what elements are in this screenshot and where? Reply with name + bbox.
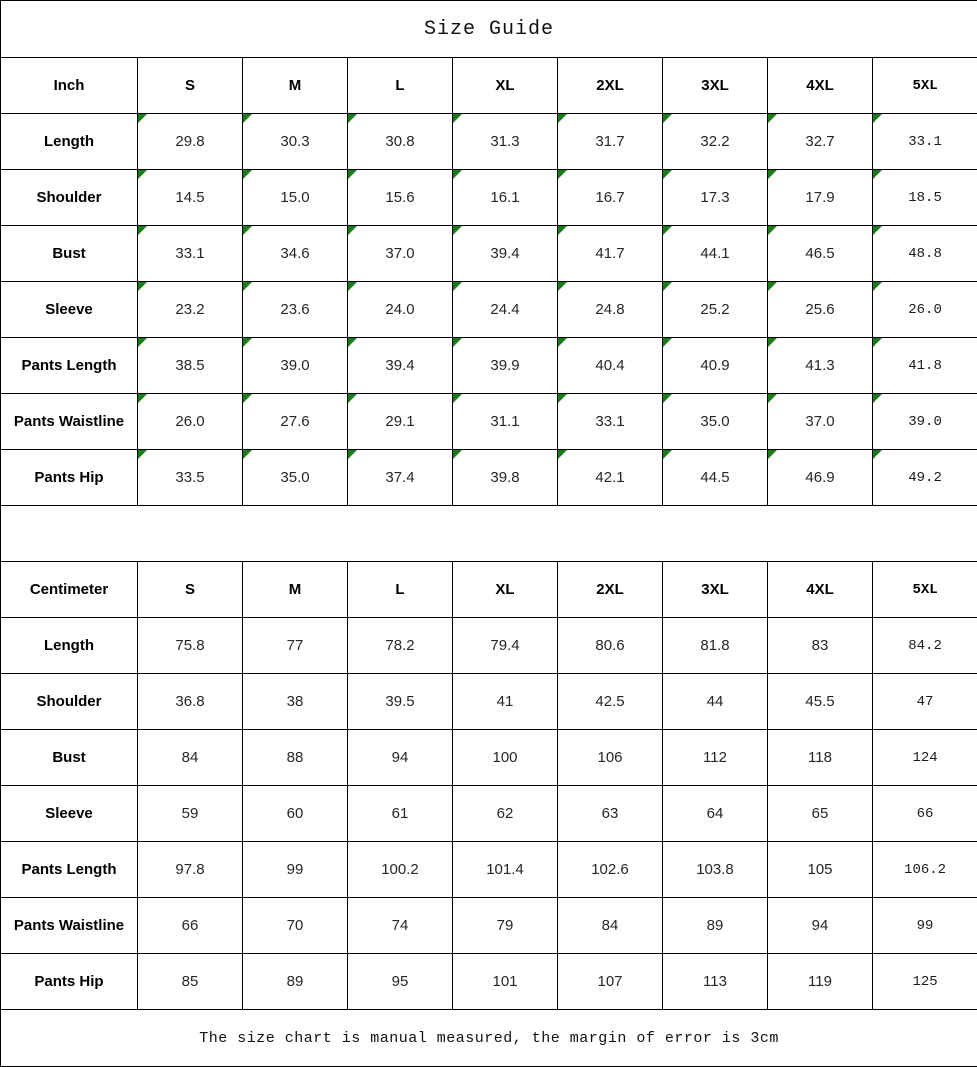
size-value-cell: 89 bbox=[243, 954, 348, 1010]
size-value-cell: 101 bbox=[453, 954, 558, 1010]
size-value-cell: 65 bbox=[768, 786, 873, 842]
green-corner-triangle-icon bbox=[138, 394, 147, 403]
size-value-cell: 95 bbox=[348, 954, 453, 1010]
row-label: Pants Hip bbox=[1, 954, 138, 1010]
green-corner-triangle-icon bbox=[558, 282, 567, 291]
size-value-cell: 38 bbox=[243, 674, 348, 730]
size-column-header: 5XL bbox=[873, 58, 977, 114]
size-column-header: L bbox=[348, 58, 453, 114]
size-column-header: 3XL bbox=[663, 562, 768, 618]
size-value-cell: 45.5 bbox=[768, 674, 873, 730]
size-value-cell: 60 bbox=[243, 786, 348, 842]
size-value-cell: 66 bbox=[873, 786, 977, 842]
size-value-cell: 33.5 bbox=[138, 450, 243, 506]
footer-row bbox=[1, 1010, 977, 1067]
size-value-cell: 113 bbox=[663, 954, 768, 1010]
size-value-cell: 41.8 bbox=[873, 338, 977, 394]
row-label: Bust bbox=[1, 226, 138, 282]
size-value-cell: 16.7 bbox=[558, 170, 663, 226]
size-value-cell: 84.2 bbox=[873, 618, 977, 674]
row-label: Pants Hip bbox=[1, 450, 138, 506]
size-value-cell: 14.5 bbox=[138, 170, 243, 226]
row-label: Sleeve bbox=[1, 786, 138, 842]
size-value-cell: 32.7 bbox=[768, 114, 873, 170]
header-row bbox=[1, 562, 977, 618]
size-value-cell: 15.0 bbox=[243, 170, 348, 226]
green-corner-triangle-icon bbox=[243, 226, 252, 235]
row-label: Pants Length bbox=[1, 842, 138, 898]
size-value-cell: 26.0 bbox=[873, 282, 977, 338]
unit-header: Inch bbox=[1, 58, 138, 114]
size-value-cell: 39.0 bbox=[243, 338, 348, 394]
green-corner-triangle-icon bbox=[558, 226, 567, 235]
size-value-cell: 80.6 bbox=[558, 618, 663, 674]
table-row bbox=[1, 394, 977, 450]
green-corner-triangle-icon bbox=[243, 338, 252, 347]
green-corner-triangle-icon bbox=[768, 338, 777, 347]
green-corner-triangle-icon bbox=[558, 170, 567, 179]
row-label: Pants Waistline bbox=[1, 394, 138, 450]
size-column-header: 3XL bbox=[663, 58, 768, 114]
size-value-cell: 81.8 bbox=[663, 618, 768, 674]
size-value-cell: 99 bbox=[873, 898, 977, 954]
green-corner-triangle-icon bbox=[873, 226, 882, 235]
table-row bbox=[1, 674, 977, 730]
green-corner-triangle-icon bbox=[873, 450, 882, 459]
title-row bbox=[1, 1, 977, 58]
green-corner-triangle-icon bbox=[663, 170, 672, 179]
size-value-cell: 33.1 bbox=[873, 114, 977, 170]
size-value-cell: 94 bbox=[348, 730, 453, 786]
size-value-cell: 24.8 bbox=[558, 282, 663, 338]
size-value-cell: 37.0 bbox=[768, 394, 873, 450]
green-corner-triangle-icon bbox=[768, 226, 777, 235]
green-corner-triangle-icon bbox=[138, 226, 147, 235]
size-value-cell: 85 bbox=[138, 954, 243, 1010]
size-value-cell: 35.0 bbox=[243, 450, 348, 506]
size-value-cell: 41.3 bbox=[768, 338, 873, 394]
green-corner-triangle-icon bbox=[348, 170, 357, 179]
size-value-cell: 30.3 bbox=[243, 114, 348, 170]
unit-header: Centimeter bbox=[1, 562, 138, 618]
green-corner-triangle-icon bbox=[663, 226, 672, 235]
size-value-cell: 59 bbox=[138, 786, 243, 842]
size-value-cell: 77 bbox=[243, 618, 348, 674]
table-row bbox=[1, 954, 977, 1010]
size-value-cell: 25.6 bbox=[768, 282, 873, 338]
row-label: Shoulder bbox=[1, 674, 138, 730]
green-corner-triangle-icon bbox=[138, 450, 147, 459]
size-value-cell: 84 bbox=[558, 898, 663, 954]
size-value-cell: 18.5 bbox=[873, 170, 977, 226]
size-value-cell: 46.5 bbox=[768, 226, 873, 282]
size-value-cell: 23.2 bbox=[138, 282, 243, 338]
size-value-cell: 88 bbox=[243, 730, 348, 786]
green-corner-triangle-icon bbox=[873, 170, 882, 179]
size-value-cell: 119 bbox=[768, 954, 873, 1010]
size-value-cell: 39.9 bbox=[453, 338, 558, 394]
green-corner-triangle-icon bbox=[768, 170, 777, 179]
green-corner-triangle-icon bbox=[243, 282, 252, 291]
green-corner-triangle-icon bbox=[348, 226, 357, 235]
green-corner-triangle-icon bbox=[453, 338, 462, 347]
size-value-cell: 106 bbox=[558, 730, 663, 786]
inch-size-table bbox=[1, 58, 977, 506]
row-label: Length bbox=[1, 618, 138, 674]
size-value-cell: 112 bbox=[663, 730, 768, 786]
green-corner-triangle-icon bbox=[558, 114, 567, 123]
size-column-header: L bbox=[348, 562, 453, 618]
table-row bbox=[1, 450, 977, 506]
green-corner-triangle-icon bbox=[768, 394, 777, 403]
green-corner-triangle-icon bbox=[453, 114, 462, 123]
table-row bbox=[1, 282, 977, 338]
size-value-cell: 64 bbox=[663, 786, 768, 842]
table-row bbox=[1, 618, 977, 674]
size-value-cell: 41.7 bbox=[558, 226, 663, 282]
size-column-header: 2XL bbox=[558, 58, 663, 114]
size-column-header: M bbox=[243, 58, 348, 114]
green-corner-triangle-icon bbox=[348, 394, 357, 403]
size-value-cell: 47 bbox=[873, 674, 977, 730]
size-column-header: 4XL bbox=[768, 58, 873, 114]
size-value-cell: 49.2 bbox=[873, 450, 977, 506]
size-value-cell: 24.0 bbox=[348, 282, 453, 338]
size-value-cell: 62 bbox=[453, 786, 558, 842]
size-value-cell: 29.8 bbox=[138, 114, 243, 170]
size-value-cell: 42.5 bbox=[558, 674, 663, 730]
size-value-cell: 44.5 bbox=[663, 450, 768, 506]
size-value-cell: 39.5 bbox=[348, 674, 453, 730]
size-value-cell: 39.8 bbox=[453, 450, 558, 506]
green-corner-triangle-icon bbox=[138, 170, 147, 179]
footer-note: The size chart is manual measured, the margin of error is 3cm bbox=[1, 1010, 977, 1067]
green-corner-triangle-icon bbox=[348, 338, 357, 347]
green-corner-triangle-icon bbox=[243, 394, 252, 403]
size-value-cell: 118 bbox=[768, 730, 873, 786]
size-value-cell: 35.0 bbox=[663, 394, 768, 450]
size-value-cell: 36.8 bbox=[138, 674, 243, 730]
green-corner-triangle-icon bbox=[243, 450, 252, 459]
size-value-cell: 78.2 bbox=[348, 618, 453, 674]
spacer-row bbox=[1, 506, 977, 562]
green-corner-triangle-icon bbox=[873, 338, 882, 347]
green-corner-triangle-icon bbox=[348, 282, 357, 291]
size-column-header: XL bbox=[453, 58, 558, 114]
row-label: Bust bbox=[1, 730, 138, 786]
green-corner-triangle-icon bbox=[138, 114, 147, 123]
size-value-cell: 17.3 bbox=[663, 170, 768, 226]
size-value-cell: 25.2 bbox=[663, 282, 768, 338]
size-value-cell: 42.1 bbox=[558, 450, 663, 506]
size-value-cell: 79.4 bbox=[453, 618, 558, 674]
size-value-cell: 33.1 bbox=[138, 226, 243, 282]
size-value-cell: 31.3 bbox=[453, 114, 558, 170]
row-label: Shoulder bbox=[1, 170, 138, 226]
size-value-cell: 39.4 bbox=[348, 338, 453, 394]
size-column-header: S bbox=[138, 58, 243, 114]
size-value-cell: 44.1 bbox=[663, 226, 768, 282]
green-corner-triangle-icon bbox=[348, 114, 357, 123]
table-row bbox=[1, 730, 977, 786]
green-corner-triangle-icon bbox=[453, 282, 462, 291]
size-value-cell: 34.6 bbox=[243, 226, 348, 282]
green-corner-triangle-icon bbox=[768, 282, 777, 291]
size-value-cell: 37.0 bbox=[348, 226, 453, 282]
size-value-cell: 24.4 bbox=[453, 282, 558, 338]
size-column-header: M bbox=[243, 562, 348, 618]
table-row bbox=[1, 842, 977, 898]
green-corner-triangle-icon bbox=[558, 394, 567, 403]
row-label: Sleeve bbox=[1, 282, 138, 338]
size-value-cell: 38.5 bbox=[138, 338, 243, 394]
size-value-cell: 105 bbox=[768, 842, 873, 898]
table-row bbox=[1, 786, 977, 842]
green-corner-triangle-icon bbox=[663, 394, 672, 403]
header-row bbox=[1, 58, 977, 114]
size-value-cell: 99 bbox=[243, 842, 348, 898]
size-value-cell: 101.4 bbox=[453, 842, 558, 898]
size-value-cell: 39.4 bbox=[453, 226, 558, 282]
table-row bbox=[1, 226, 977, 282]
size-value-cell: 107 bbox=[558, 954, 663, 1010]
size-value-cell: 31.7 bbox=[558, 114, 663, 170]
size-value-cell: 44 bbox=[663, 674, 768, 730]
green-corner-triangle-icon bbox=[243, 170, 252, 179]
table-row bbox=[1, 338, 977, 394]
page-title: Size Guide bbox=[1, 1, 977, 58]
size-value-cell: 31.1 bbox=[453, 394, 558, 450]
size-value-cell: 125 bbox=[873, 954, 977, 1010]
green-corner-triangle-icon bbox=[453, 226, 462, 235]
size-column-header: XL bbox=[453, 562, 558, 618]
size-value-cell: 70 bbox=[243, 898, 348, 954]
spacer-cell bbox=[1, 506, 977, 562]
size-value-cell: 100.2 bbox=[348, 842, 453, 898]
size-column-header: 4XL bbox=[768, 562, 873, 618]
size-value-cell: 97.8 bbox=[138, 842, 243, 898]
size-value-cell: 106.2 bbox=[873, 842, 977, 898]
size-value-cell: 100 bbox=[453, 730, 558, 786]
row-label: Pants Waistline bbox=[1, 898, 138, 954]
table-row bbox=[1, 898, 977, 954]
size-value-cell: 16.1 bbox=[453, 170, 558, 226]
size-value-cell: 41 bbox=[453, 674, 558, 730]
size-value-cell: 40.9 bbox=[663, 338, 768, 394]
size-value-cell: 15.6 bbox=[348, 170, 453, 226]
size-value-cell: 83 bbox=[768, 618, 873, 674]
size-value-cell: 26.0 bbox=[138, 394, 243, 450]
size-column-header: S bbox=[138, 562, 243, 618]
green-corner-triangle-icon bbox=[558, 450, 567, 459]
size-value-cell: 48.8 bbox=[873, 226, 977, 282]
green-corner-triangle-icon bbox=[453, 170, 462, 179]
green-corner-triangle-icon bbox=[873, 282, 882, 291]
green-corner-triangle-icon bbox=[138, 338, 147, 347]
size-value-cell: 39.0 bbox=[873, 394, 977, 450]
green-corner-triangle-icon bbox=[663, 338, 672, 347]
row-label: Length bbox=[1, 114, 138, 170]
table-row bbox=[1, 170, 977, 226]
size-value-cell: 32.2 bbox=[663, 114, 768, 170]
green-corner-triangle-icon bbox=[663, 450, 672, 459]
green-corner-triangle-icon bbox=[348, 450, 357, 459]
size-value-cell: 74 bbox=[348, 898, 453, 954]
centimeter-size-table bbox=[1, 562, 977, 1010]
size-column-header: 5XL bbox=[873, 562, 977, 618]
size-value-cell: 61 bbox=[348, 786, 453, 842]
size-value-cell: 30.8 bbox=[348, 114, 453, 170]
green-corner-triangle-icon bbox=[663, 282, 672, 291]
size-value-cell: 66 bbox=[138, 898, 243, 954]
size-column-header: 2XL bbox=[558, 562, 663, 618]
size-value-cell: 37.4 bbox=[348, 450, 453, 506]
size-value-cell: 124 bbox=[873, 730, 977, 786]
green-corner-triangle-icon bbox=[138, 282, 147, 291]
size-value-cell: 63 bbox=[558, 786, 663, 842]
green-corner-triangle-icon bbox=[768, 450, 777, 459]
row-label: Pants Length bbox=[1, 338, 138, 394]
size-value-cell: 46.9 bbox=[768, 450, 873, 506]
size-value-cell: 23.6 bbox=[243, 282, 348, 338]
size-value-cell: 102.6 bbox=[558, 842, 663, 898]
size-value-cell: 33.1 bbox=[558, 394, 663, 450]
size-value-cell: 29.1 bbox=[348, 394, 453, 450]
size-value-cell: 27.6 bbox=[243, 394, 348, 450]
green-corner-triangle-icon bbox=[873, 394, 882, 403]
size-value-cell: 79 bbox=[453, 898, 558, 954]
green-corner-triangle-icon bbox=[243, 114, 252, 123]
size-value-cell: 89 bbox=[663, 898, 768, 954]
size-value-cell: 75.8 bbox=[138, 618, 243, 674]
green-corner-triangle-icon bbox=[558, 338, 567, 347]
green-corner-triangle-icon bbox=[768, 114, 777, 123]
green-corner-triangle-icon bbox=[663, 114, 672, 123]
size-value-cell: 84 bbox=[138, 730, 243, 786]
green-corner-triangle-icon bbox=[873, 114, 882, 123]
size-value-cell: 40.4 bbox=[558, 338, 663, 394]
size-value-cell: 17.9 bbox=[768, 170, 873, 226]
green-corner-triangle-icon bbox=[453, 450, 462, 459]
green-corner-triangle-icon bbox=[453, 394, 462, 403]
size-value-cell: 94 bbox=[768, 898, 873, 954]
size-value-cell: 103.8 bbox=[663, 842, 768, 898]
table-row bbox=[1, 114, 977, 170]
